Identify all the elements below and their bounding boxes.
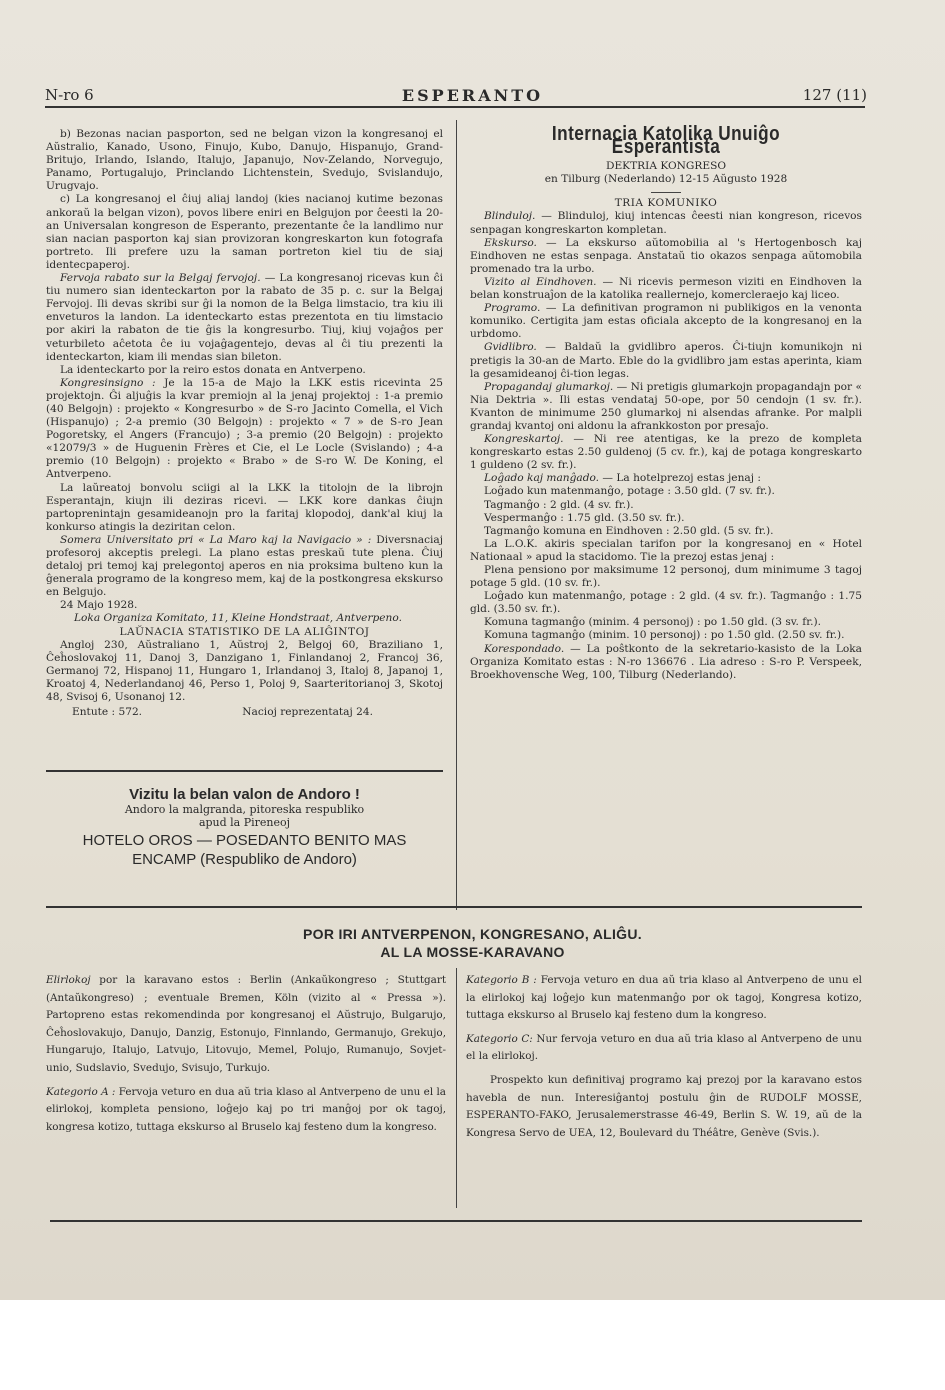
ikue-title: Internacia Katolika Unuiĝo Esperantista [551, 123, 781, 159]
laureates-paragraph: La laŭreatoj bonvolu sciigi al la LKK la titolojn de la librojn Esperantajn, kiujn ili deziras ricevi. — LKK kore dankas ĉiujn partoprenintajn gesamideanojn pro la faritaj klopodoj, dank'al kiuj la konkurso atingis la deziritan celon. [46, 481, 443, 533]
item-vizito: Vizito al Eindhoven. — Ni ricevis permeson viziti en Eindhoven la belan konstruaĵon de la katolika reallernejo, komercleraejo kaj liceo. [470, 275, 862, 302]
ad-line-3: HOTELO OROS — POSEDANTO BENITO MAS [82, 832, 407, 849]
prospectus-paragraph: Prospekto kun definitivaj programo kaj prezoj por la karavano estos havebla de nun. Interesiĝantoj postulu ĝin de RUDOLF MOSSE, ESPERANTO-FAKO, Jerusalemerstrasse 46-49, Berlin S. W. 19, aŭ de la Kongresa Servo de UEA, 12, Boulevard du Théâtre, Genève (Svis.). [466, 1073, 862, 1139]
item-glumarkoj: Propagandaj glumarkoj. — Ni pretigis glumarkojn propagandajn por « Nia Dektria ». Ili estas vendataj 50-ope, por 50 cendojn (1 sv. fr.). Kvanton de minimume 250 glumarkoj ni alsendas afranke. Por malpli grandaj kvantoj oni aldonu la afrankkoston por presaĵo. [470, 380, 862, 432]
passport-b-paragraph: b) Bezonas nacian pasporton, sed ne belgan vizon la kongresanoj el Aŭstralio, Kanado, Usono, Finujo, Kubo, Danujo, Hispanujo, Grand-Britujo, Irlando, Islando, Italujo, Japanujo, Nov-Zelando, Norvegujo, Panamo, Portugalujo, Princlando Lichtenstein, Svedujo, Svislandujo, Urugvajo. [46, 128, 443, 193]
section-rule [46, 906, 862, 908]
departure-paragraph: Elirlokoj por la karavano estos : Berlin (Ankaŭkongreso ; Stuttgart (Antaŭkongreso) ; eventuale Bremen, Köln (vizito al « Pressa »). Partopreno estas rekomendinda por kongresanoj el Aŭstrujo, Bulgarujo, Ĉeĥoslovakujo, Danujo, Danzig, Estonujo, Finnlando, Germanujo, Grekujo, Hungarujo, Italujo, Latvujo, Litovujo, Memel, Polujo, Rumanujo, Sovjet-unio, Sudslavio, Svedujo, Svisujo, Turkujo. [46, 974, 446, 1074]
mosse-right-column [466, 972, 862, 1148]
left-column-rule [46, 770, 443, 772]
summer-university-label: Somera Universitato pri « La Maro kaj la Navigacio » : [60, 533, 372, 546]
page-number: 127 (11) [802, 86, 867, 104]
header-rule [45, 106, 865, 108]
passport-c-paragraph: c) La kongresanoj el ĉiuj aliaj landoj (kies nacianoj kutime bezonas ankoraŭ la belgan vizon), povos libere eniri en Belgujon por ĉeesti la 20-an Universalan kongreson de Esperanto, prezentante ĉe la landlimo nur sian nacian pasporton kaj sian provizoran kongreskarton kun fotografa portreto. Ili prefere uzu la saman portreton kiel tiu de siaj identecpaperoj. [46, 193, 443, 271]
category-a-paragraph: Kategorio A : Fervoja veturo en dua aŭ tria klaso al Antverpeno de unu el la elirlokoj, kompleta pensiono, loĝejo kaj po tri manĝoj por ok tagoj, kongresa kotizo, tuttaga ekskurso al Bruselo kaj festeno dum la kongreso. [46, 1085, 446, 1133]
footer-band [0, 1300, 945, 1390]
right-column [470, 123, 862, 682]
mosse-left-column [46, 972, 446, 1142]
mosse-separator [456, 968, 457, 1208]
mosse-title-2: AL LA MOSSE-KARAVANO [380, 944, 565, 960]
issue-number: N-ro 6 [45, 86, 94, 104]
full-board-paragraph: Plena pensiono por maksimume 12 personoj, dum minimume 3 tagoj potage 5 gld. (10 sv. fr.). [470, 564, 862, 590]
statistics-paragraph: Angloj 230, Aŭstraliano 1, Aŭstroj 2, Belgoj 60, Braziliano 1, Ĉeĥoslovakoj 11, Danoj 3, Danzigano 1, Finlandanoj 2, Francoj 36, Germanoj 72, Hispanoj 11, Hungaro 1, Irlandanoj 3, Italoj 8, Japanoj 1, Kroatoj 4, Nederlandanoj 46, Perso 1, Poloj 9, Saarteritorianoj 3, Skotoj 48, Svisoj 6, Usonanoj 12. [46, 638, 443, 704]
item-logado: Loĝado kaj manĝado. — La hotelprezoj estas jenaj : [484, 472, 761, 485]
category-b-paragraph: Kategorio B : Fervoja veturo en dua aŭ tria klaso al Antverpeno de unu el la elirlokoj kaj loĝejo kun matenmanĝo por ok tagoj, Kongresa kotizo, tuttaga ekskurso al Bruselo kaj festeno dum la kongreso. [466, 974, 862, 1022]
price-line: Loĝado kun matenmanĝo, potage : 2 gld. (4 sv. fr.). Tagmanĝo : 1.75 gld. (3.50 sv. fr.). [470, 590, 862, 616]
signature-line: Loka Organiza Komitato, 11, Kleine Hondstraat, Antverpeno. [74, 612, 402, 625]
mosse-title-1: POR IRI ANTVERPENON, KONGRESANO, ALIĜU. [303, 926, 642, 942]
ad-title: Vizitu la belan valon de Andoro ! [129, 786, 360, 803]
badge-label: Kongresinsigno : [60, 376, 156, 389]
totals-row [46, 704, 443, 719]
price-line: Komuna tagmanĝo (minim. 10 personoj) : po 1.50 gld. (2.50 sv. fr.). [484, 629, 845, 642]
left-column [46, 128, 443, 719]
item-gvidlibro: Gvidlibro. — Baldaŭ la gvidlibro aperos. Ĉi-tiujn komunikojn ni pretigis la 30-an de Marto. Eble do la gvidlibro jam estas aperinta, kiam la gesamideanoj ĉi-tion legas. [470, 341, 862, 380]
ad-line-2: apud la Pireneoj [198, 816, 291, 829]
price-line: Tagmanĝo komuna en Eindhoven : 2.50 gld. (5 sv. fr.). [484, 524, 774, 537]
congress-subtitle: DEKTRIA KONGRESO [605, 160, 727, 173]
item-kongreskartoj: Kongreskartoj. — Ni ree atentigas, ke la prezo de kompleta kongreskarto estas 2.50 guldenoj (5 cv. fr.), kaj de potaga kongreskarto 1 guldeno (2 sv. fr.). [470, 433, 862, 472]
statistics-title: LAŬNACIA STATISTIKO DE LA ALIĜINTOJ [119, 625, 370, 638]
bottom-rule [50, 1220, 862, 1222]
item-programo: Programo. — La definitivan programon ni publikigos en la venonta komuniko. Certigita jam estas oficiala akcepto de la kongresanoj en la urbdomo. [470, 302, 862, 341]
small-divider [651, 192, 681, 193]
ad-line-4: ENCAMP (Respubliko de Andoro) [132, 851, 357, 868]
date-line: 24 Majo 1928. [60, 599, 138, 612]
nations-count: Nacioj reprezentataj 24. [242, 706, 373, 719]
item-blinduloj: Blinduloj. — Blinduloj, kiuj intencas ĉeesti nian kongreson, ricevos senpagan kongreskarton kompletan. [470, 210, 862, 236]
congress-place-date: en Tilburg (Nederlando) 12-15 Aŭgusto 1928 [544, 173, 788, 186]
communique-title: TRIA KOMUNIKO [614, 197, 718, 210]
ad-line-1: Andoro la malgranda, pitoreska respubliko [124, 803, 365, 816]
price-line: Tagmanĝo : 2 gld. (4 sv. fr.). [484, 498, 634, 511]
item-ekskurso: Ekskurso. — La ekskurso aŭtomobilia al 's Hertogenbosch kaj Eindhoven ne estas senpaga. Anstataŭ tio okazos senpaga aŭtomobila promenado tra la urbo. [470, 236, 862, 275]
rail-discount-paragraph: Fervoja rabato sur la Belgaj fervojoj. — La kongresanoj ricevas kun ĉi tiu numero sian identeckarton por la rabato de 35 p. c. sur la Belgaj Fervojoj. Ili devas skribi sur ĝi la nomon de la Belga limstacio, tra kiu ili enveturos la landon. La identeckarto estas prezentota en tiu limstacio por akiri la rabaton de tie ĝis la kongresurbo. Tiuj, kiuj vojaĝos per veturbileto aĉetota ĉe iu vojaĝagentejo, devas al ĉi tiu prezenti la identeckarton, kiam ili mendas sian bileton. [46, 272, 443, 363]
return-card-paragraph: La identeckarto por la reiro estos donata en Antverpeno. [60, 363, 366, 376]
price-line: Komuna tagmanĝo (minim. 4 personoj) : po 1.50 gld. (3 sv. fr.). [484, 616, 821, 629]
andorra-advertisement [46, 786, 443, 869]
item-korespondado: Korespondado. — La poŝtkonto de la sekretario-kasisto de la Loka Organiza Komitato estas : N-ro 136676 . Lia adreso : S-ro P. Verspeek, Broekhovensche Weg, 100, Tilburg (Nederlando). [470, 642, 862, 681]
badge-paragraph: Kongresinsigno : Je la 15-a de Majo la LKK estis ricevinta 25 projektojn. Ĝi aljuĝis la kvar premiojn al la jenaj projektoj : 1-a premio (40 Belgojn) : projekto « Kongresurbo » de S-ro Jacinto Comella, el Vich (Hispanujo) ; 2-a premio (30 Belgojn) : projekto « 7 » de S-ro Jean Pogoretsky, el Angers (Francujo) ; 3-a premio (20 Belgojn) : projekto «12079/3 » de Huguenin Frères et Cie, el Le Locle (Svislando) ; 4-a premio (10 Belgojn) : projekto « Brabo » de S-ro W. De Koning, el Antverpeno. [46, 376, 443, 481]
rail-discount-label: Fervoja rabato sur la Belgaj fervojoj. [60, 272, 261, 285]
summer-university-paragraph: Somera Universitato pri « La Maro kaj la Navigacio » : Diversnaciaj profesoroj akceptis prelegi. La plano estas preskaŭ tute plena. Ĉiuj detaloj pri temoj kaj prelegontoj aperos en nia proksima bulteno kun la ĝenerala programo de la kongreso mem, kaj de la postkongresa ekskurso en Belgujo. [46, 533, 443, 599]
price-line: Vespermanĝo : 1.75 gld. (3.50 sv. fr.). [484, 511, 685, 524]
category-c-paragraph: Kategorio C: Nur fervoja veturo en dua aŭ tria klaso al Antverpeno de unu el la elirlokoj. [466, 1032, 862, 1063]
column-separator [456, 120, 457, 910]
price-line: Loĝado kun matenmanĝo, potage : 3.50 gld. (7 sv. fr.). [484, 485, 775, 498]
masthead-title: ESPERANTO [401, 86, 544, 105]
total-count: Entute : 572. [72, 706, 143, 719]
lok-paragraph: La L.O.K. akiris specialan tarifon por la kongresanoj en « Hotel Nationaal » apud la stacidomo. Tie la prezoj estas jenaj : [470, 537, 862, 563]
